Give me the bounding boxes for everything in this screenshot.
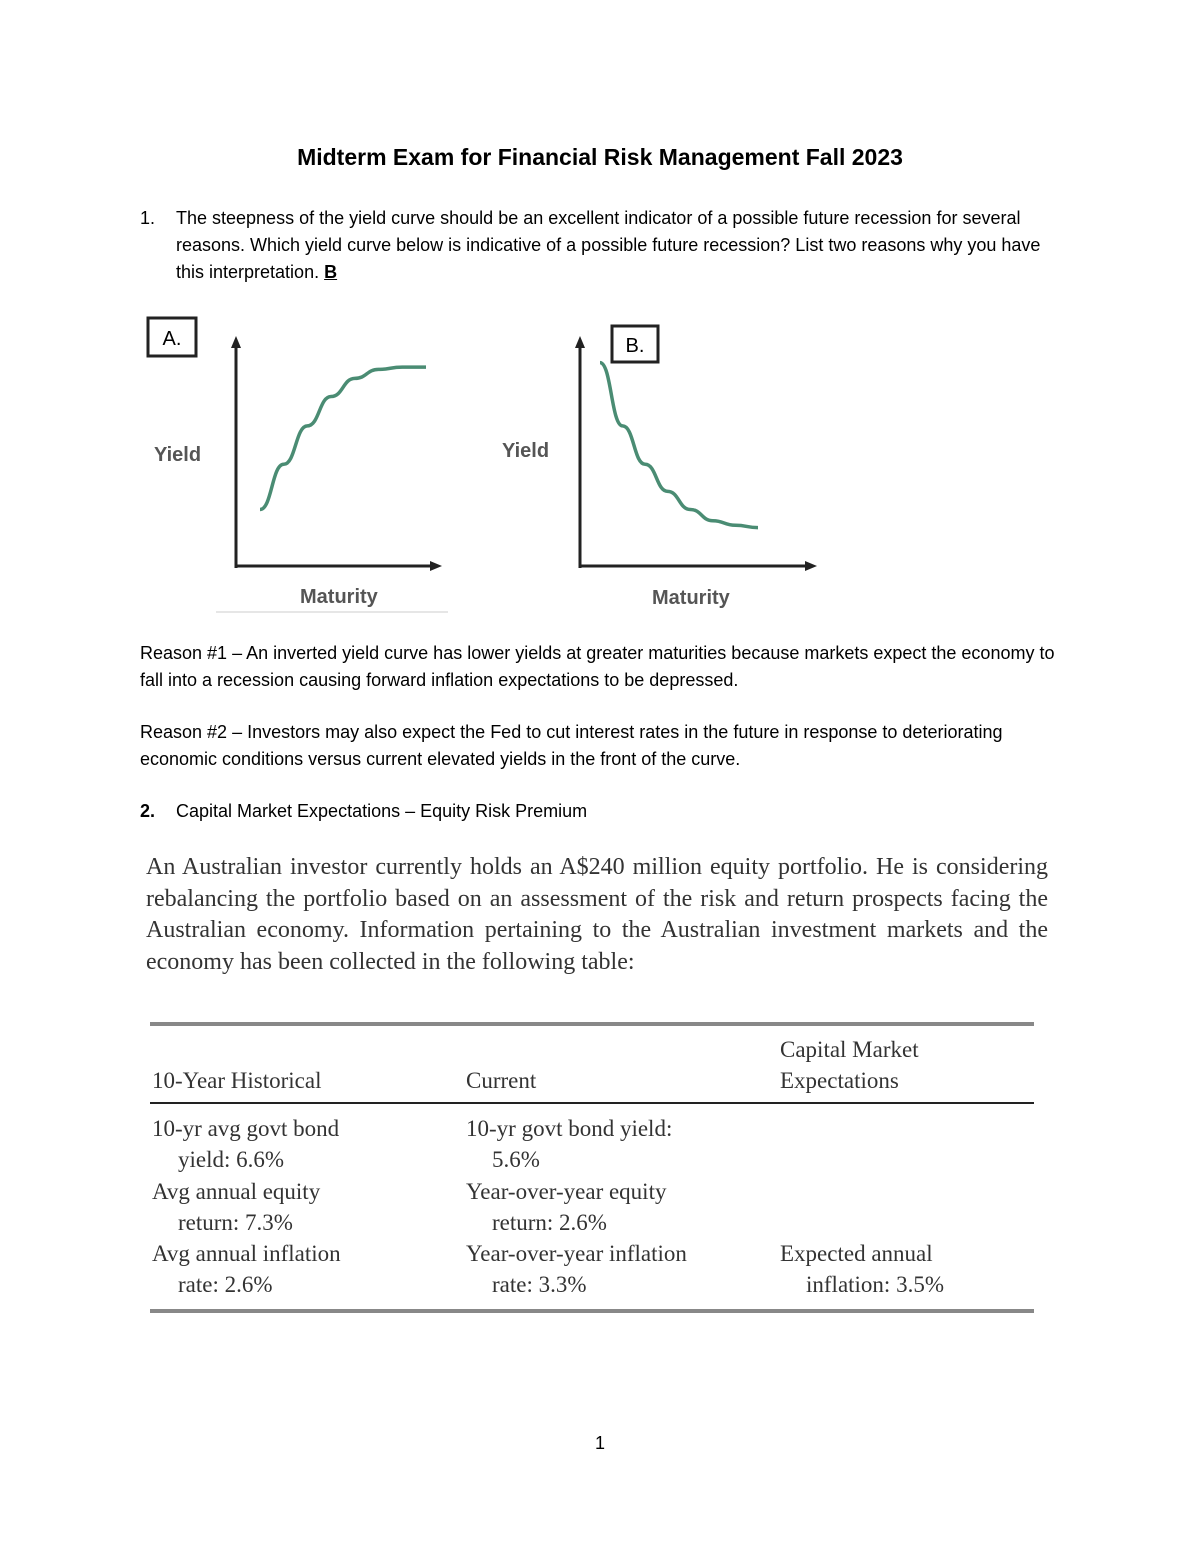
- cell-line: return: 7.3%: [178, 1210, 293, 1235]
- cell-line: Avg annual equity: [152, 1179, 321, 1204]
- chart-b-y-arrow: [575, 336, 585, 348]
- table-cell: [466, 1238, 687, 1300]
- table-header-current: Current: [466, 1068, 537, 1093]
- chart-b-curve: [600, 363, 758, 528]
- question-1: [140, 205, 1050, 286]
- table-cell: [152, 1113, 339, 1175]
- reason-2: Reason #2 – Investors may also expect the Fed to cut interest rates in the future in response to deteriorating economic conditions versus current elevated yields in the front of the curve.: [140, 722, 1003, 769]
- reason-1: Reason #1 – An inverted yield curve has lower yields at greater maturities because markets expect the economy to fall into a recession causing forward inflation expectations to be depressed.: [140, 643, 1055, 690]
- cell-line: rate: 2.6%: [178, 1272, 273, 1297]
- chart-a-y-arrow: [231, 336, 241, 348]
- cell-line: Avg annual inflation: [152, 1241, 341, 1266]
- table-cell: [152, 1176, 320, 1238]
- question-1-answer: B: [324, 262, 338, 282]
- question-1-number: 1.: [140, 208, 156, 228]
- table-header-cme-2: Expectations: [780, 1068, 899, 1093]
- cell-line: return: 2.6%: [492, 1210, 607, 1235]
- chart-a-xlabel: Maturity: [300, 586, 378, 608]
- cell-line: 5.6%: [492, 1147, 540, 1172]
- chart-b-x-arrow: [805, 561, 817, 571]
- table-cell: [466, 1113, 672, 1175]
- chart-a-ylabel: Yield: [154, 444, 202, 466]
- cell-line: 10-yr govt bond yield:: [466, 1116, 673, 1141]
- page-title: Midterm Exam for Financial Risk Management Fall 2023: [297, 144, 903, 170]
- table-header-historical: 10-Year Historical: [152, 1068, 322, 1093]
- chart-b-label: B.: [625, 335, 645, 357]
- cell-line: inflation: 3.5%: [806, 1272, 944, 1297]
- chart-a-curve: [260, 367, 426, 509]
- table-header-rule: [150, 1102, 1034, 1104]
- table-cell: [152, 1238, 341, 1300]
- question-2-number: 2.: [140, 801, 156, 821]
- cell-line: Expected annual: [780, 1241, 933, 1266]
- chart-b-ylabel: Yield: [502, 440, 550, 462]
- yield-chart-a: [140, 310, 460, 620]
- cell-line: 10-yr avg govt bond: [152, 1116, 340, 1141]
- chart-b-xlabel: Maturity: [652, 587, 730, 609]
- question-2: [140, 798, 587, 825]
- chart-a-x-arrow: [430, 561, 442, 571]
- cell-line: rate: 3.3%: [492, 1272, 587, 1297]
- table-bottom-rule: [150, 1309, 1034, 1313]
- cell-line: Year-over-year inflation: [466, 1241, 687, 1266]
- cell-line: yield: 6.6%: [178, 1147, 285, 1172]
- table-top-rule: [150, 1022, 1034, 1026]
- table-cell: [780, 1238, 944, 1300]
- question-1-text: The steepness of the yield curve should be an excellent indicator of a possible future recession for several reasons. Which yield curve below is indicative of a possible future recession? List two reasons why you have this interpretation.: [176, 208, 1041, 282]
- chart-a-label: A.: [162, 328, 182, 350]
- question-2-text: Capital Market Expectations – Equity Risk Premium: [176, 801, 588, 821]
- table-cell: [466, 1176, 666, 1238]
- page-number: 1: [594, 1433, 605, 1453]
- yield-chart-b: [490, 310, 830, 620]
- question-2-passage: An Australian investor currently holds an A$240 million equity portfolio. He is considering rebalancing the portfolio based on an assessment of the risk and return prospects facing the Australian economy. Information pertaining to the Australian investment markets and the economy has been collected in the following table:: [146, 854, 1048, 975]
- cell-line: Year-over-year equity: [466, 1179, 667, 1204]
- table-header-cme-1: Capital Market: [780, 1037, 919, 1062]
